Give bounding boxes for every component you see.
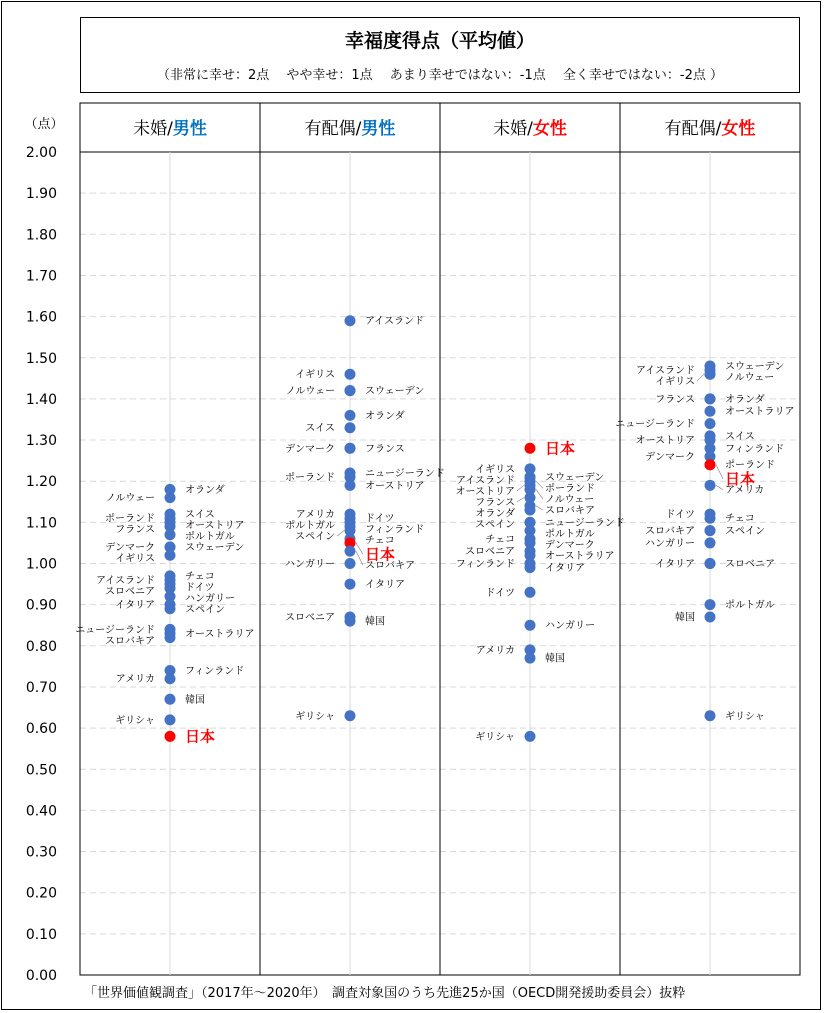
y-tick-label: 1.10: [25, 515, 57, 532]
data-point: [345, 579, 356, 590]
group-header: 有配偶/女性: [664, 119, 756, 139]
y-tick-label: 0.40: [25, 803, 57, 820]
point-label: スイス: [185, 509, 215, 521]
data-point: [525, 443, 536, 454]
data-point: [345, 616, 356, 627]
y-tick-label: 1.50: [25, 350, 57, 367]
point-label: フィンランド: [365, 524, 425, 536]
point-label: ドイツ: [485, 587, 515, 599]
data-point: [345, 558, 356, 569]
point-label: オランダ: [725, 394, 765, 406]
point-label: ギリシャ: [475, 731, 515, 743]
data-point: [165, 529, 176, 540]
y-tick-label: 0.10: [25, 926, 57, 943]
data-point: [525, 653, 536, 664]
point-label: アメリカ: [115, 674, 155, 686]
data-point: [345, 480, 356, 491]
y-tick-label: 0.20: [25, 885, 57, 902]
point-label: フランス: [475, 497, 515, 509]
point-label: ニュージーランド: [545, 517, 625, 529]
point-label: ノルウェー: [545, 494, 595, 506]
title-box: [80, 17, 800, 93]
point-label: 韓国: [675, 612, 695, 624]
data-point: [705, 611, 716, 622]
point-label: ギリシャ: [115, 715, 155, 727]
y-tick-label: 0.70: [25, 679, 57, 696]
point-label: アイスランド: [365, 316, 424, 328]
leader-line: [517, 498, 524, 502]
data-point: [705, 710, 716, 721]
y-tick-label: 0.90: [25, 597, 57, 614]
data-point: [525, 731, 536, 742]
point-label: アメリカ: [295, 509, 335, 521]
y-tick-label: 1.80: [25, 227, 57, 244]
point-label: 韓国: [185, 694, 205, 706]
point-label: ポルトガル: [285, 520, 335, 532]
chart-subtitle: （非常に幸せ：2点 やや幸せ：1点 あまり幸せではない：-1点 全く幸せではない：-2点 ）: [157, 68, 723, 83]
point-label: イタリア: [115, 600, 155, 612]
point-label: スペイン: [725, 526, 765, 538]
data-point: [705, 599, 716, 610]
leader-line: [536, 481, 543, 488]
data-point: [345, 546, 356, 557]
point-label: ハンガリー: [285, 559, 335, 570]
data-point: [705, 406, 716, 417]
leader-line: [356, 551, 363, 565]
point-label: ハンガリー: [645, 538, 695, 550]
y-tick-label: 2.00: [25, 145, 57, 161]
data-point: [705, 525, 716, 536]
point-label: スロベニア: [105, 586, 155, 598]
point-label: アメリカ: [475, 645, 515, 657]
data-point: [165, 603, 176, 614]
point-label: オーストリア: [455, 486, 515, 498]
point-label: チェコ: [365, 535, 395, 547]
point-label: スペイン: [295, 531, 335, 543]
point-label: オーストリア: [185, 520, 245, 532]
point-label: イギリス: [115, 553, 155, 565]
point-label: スペイン: [475, 519, 515, 531]
point-label: ノルウェー: [105, 493, 155, 505]
point-label: 韓国: [545, 653, 565, 665]
data-point: [705, 558, 716, 569]
point-label: オランダ: [185, 484, 225, 496]
data-point: [345, 422, 356, 433]
leader-line: [716, 465, 723, 479]
leader-line: [536, 489, 543, 499]
point-label: ポーランド: [725, 460, 775, 472]
y-tick-label: 0.60: [25, 721, 57, 738]
data-point: [165, 714, 176, 725]
point-label: オーストリア: [365, 480, 425, 492]
point-label: イタリア: [545, 563, 585, 575]
point-label: ドイツ: [365, 513, 395, 525]
point-label: フランス: [115, 524, 155, 536]
point-label: スペイン: [185, 604, 225, 616]
point-label: ドイツ: [665, 509, 695, 521]
point-label: イギリス: [295, 369, 335, 381]
y-tick-label: 1.00: [25, 556, 57, 573]
point-label: 日本: [365, 545, 396, 564]
point-label: スイス: [725, 431, 755, 443]
data-point: [705, 537, 716, 548]
y-tick-label: 1.30: [25, 433, 57, 450]
data-point: [165, 731, 176, 742]
y-axis-label: （点）: [24, 117, 64, 132]
y-tick-label: 1.40: [25, 391, 57, 408]
data-point: [705, 513, 716, 524]
point-label: ポーランド: [105, 513, 155, 525]
point-label: オーストラリア: [725, 406, 795, 418]
y-tick-label: 1.70: [25, 268, 57, 285]
point-label: アメリカ: [725, 485, 765, 497]
y-tick-label: 0.30: [25, 844, 57, 861]
point-label: スロバキア: [545, 505, 595, 517]
point-label: ギリシャ: [295, 711, 335, 723]
group-header: 有配偶/男性: [304, 119, 396, 139]
point-label: ハンガリー: [185, 593, 235, 605]
point-label: オランダ: [365, 410, 405, 422]
data-point: [525, 562, 536, 573]
point-label: チェコ: [485, 534, 515, 546]
point-label: 日本: [725, 469, 756, 488]
point-label: ポーランド: [285, 472, 335, 484]
point-label: デンマーク: [545, 539, 595, 551]
point-label: ハンガリー: [545, 620, 595, 632]
data-point: [705, 418, 716, 429]
point-label: スウェーデン: [725, 361, 785, 373]
point-label: アイスランド: [96, 575, 155, 587]
y-tick-label: 0.00: [25, 968, 57, 984]
point-label: チェコ: [185, 571, 215, 583]
data-point: [165, 694, 176, 705]
leader-line: [356, 543, 363, 554]
data-point: [165, 550, 176, 561]
point-label: イタリア: [365, 579, 405, 591]
data-point: [345, 315, 356, 326]
data-point: [165, 632, 176, 643]
leader-line: [337, 531, 344, 537]
point-label: ポルトガル: [185, 531, 235, 543]
data-point: [705, 393, 716, 404]
point-label: スロバキア: [645, 526, 695, 538]
point-label: オーストラリア: [185, 628, 255, 640]
data-point: [345, 369, 356, 380]
data-point: [525, 587, 536, 598]
point-label: スウェーデン: [365, 386, 425, 398]
point-label: イギリス: [475, 464, 515, 476]
point-label: アイスランド: [636, 365, 695, 377]
data-point: [345, 710, 356, 721]
point-label: チェコ: [725, 513, 755, 525]
point-label: 日本: [185, 727, 216, 746]
leader-line: [716, 485, 723, 489]
point-label: ニュージーランド: [75, 624, 155, 636]
data-point: [165, 673, 176, 684]
point-label: イタリア: [655, 559, 695, 570]
point-label: スロベニア: [285, 612, 335, 624]
point-label: オーストラリア: [545, 550, 615, 562]
point-label: ニュージーランド: [365, 468, 445, 480]
point-label: スロベニア: [465, 546, 515, 558]
data-point: [345, 410, 356, 421]
y-tick-label: 1.20: [25, 474, 57, 491]
point-label: ポーランド: [545, 483, 595, 495]
point-label: ノルウェー: [285, 386, 335, 398]
point-label: ドイツ: [185, 582, 215, 594]
data-point: [345, 443, 356, 454]
point-label: スイス: [305, 423, 335, 435]
leader-line: [697, 374, 704, 381]
source-footnote: 「世界価値観調査」（2017年～2020年） 調査対象国のうち先進25か国（OECD開発援助委員会）抜粋: [84, 986, 686, 1001]
y-tick-label: 1.60: [25, 309, 57, 326]
leader-line: [517, 485, 524, 491]
group-header: 未婚/男性: [133, 119, 207, 139]
point-label: アイスランド: [456, 475, 515, 487]
point-label: デンマーク: [645, 452, 695, 464]
y-tick-label: 0.50: [25, 762, 57, 779]
y-tick-label: 1.90: [25, 186, 57, 203]
point-label: ギリシャ: [725, 711, 765, 723]
point-label: フランス: [365, 443, 405, 455]
data-point: [345, 385, 356, 396]
point-label: ポルトガル: [545, 528, 595, 540]
point-label: スロバキア: [105, 635, 155, 647]
data-point: [525, 505, 536, 516]
point-label: デンマーク: [285, 443, 335, 455]
point-label: スロバキア: [365, 560, 415, 572]
point-label: スウェーデン: [185, 542, 245, 554]
point-label: ポルトガル: [725, 600, 775, 612]
y-tick-label: 0.80: [25, 638, 57, 655]
point-label: オーストリア: [635, 435, 695, 447]
point-label: スロベニア: [725, 559, 775, 570]
data-point: [705, 480, 716, 491]
data-point: [705, 459, 716, 470]
chart-title: 幸福度得点（平均値）: [344, 30, 535, 52]
point-label: フィンランド: [455, 559, 515, 570]
group-header: 未婚/女性: [493, 119, 567, 139]
point-label: フランス: [655, 394, 695, 406]
data-point: [525, 620, 536, 631]
data-point: [705, 369, 716, 380]
data-point: [165, 492, 176, 503]
point-label: フィンランド: [725, 443, 785, 455]
point-label: スウェーデン: [545, 472, 605, 484]
point-label: イギリス: [655, 376, 695, 388]
point-label: フィンランド: [185, 665, 245, 677]
point-label: 日本: [545, 439, 576, 458]
leader-line: [536, 506, 543, 510]
point-label: オランダ: [475, 508, 515, 520]
point-label: ニュージーランド: [615, 419, 695, 431]
point-label: ノルウェー: [725, 372, 775, 384]
point-label: 韓国: [365, 616, 385, 628]
point-label: デンマーク: [105, 542, 155, 554]
